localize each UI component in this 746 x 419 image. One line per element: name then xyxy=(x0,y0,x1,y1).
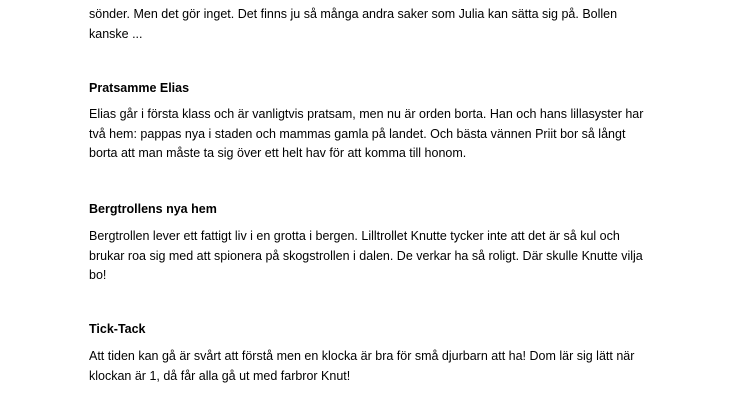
paragraph-line: Att tiden kan gå är svårt att förstå men en klocka är bra för små djurbarn att ha! Dom lär sig lätt när xyxy=(89,349,635,363)
paragraph-line: Bergtrollen lever ett fattigt liv i en grotta i bergen. Lilltrollet Knutte tycker inte att det är så kul och xyxy=(89,229,620,243)
section-title-pratsamme-elias: Pratsamme Elias xyxy=(89,81,190,95)
paragraph-line: bo! xyxy=(89,268,107,282)
section-paragraph-bergtrollens-nya-hem xyxy=(89,227,669,286)
paragraph-line: kanske ... xyxy=(89,26,143,41)
section-paragraph-tick-tack xyxy=(89,347,669,386)
paragraph-line: Elias går i första klass och är vanligtvis pratsam, men nu är orden borta. Han och hans lillasyster har xyxy=(89,107,644,121)
paragraph-line: sönder. Men det gör inget. Det finns ju så många andra saker som Julia kan sätta sig på. Bollen xyxy=(89,7,618,21)
intro-paragraph xyxy=(89,5,669,44)
section-title-bergtrollens-nya-hem: Bergtrollens nya hem xyxy=(89,202,217,216)
paragraph-line: borta att man måste ta sig över ett helt hav för att komma till honom. xyxy=(89,146,467,160)
section-paragraph-pratsamme-elias xyxy=(89,105,669,164)
paragraph-line: två hem: pappas nya i staden och mammas gamla på landet. Och bästa vännen Priit bor så långt xyxy=(89,126,626,141)
paragraph-line: brukar roa sig med att spionera på skogstrollen i dalen. De verkar ha så roligt. Där skulle Knutte vilja xyxy=(89,248,643,263)
paragraph-line: klockan är 1, då får alla gå ut med farbror Knut! xyxy=(89,368,351,383)
section-title-tick-tack: Tick-Tack xyxy=(89,322,146,336)
